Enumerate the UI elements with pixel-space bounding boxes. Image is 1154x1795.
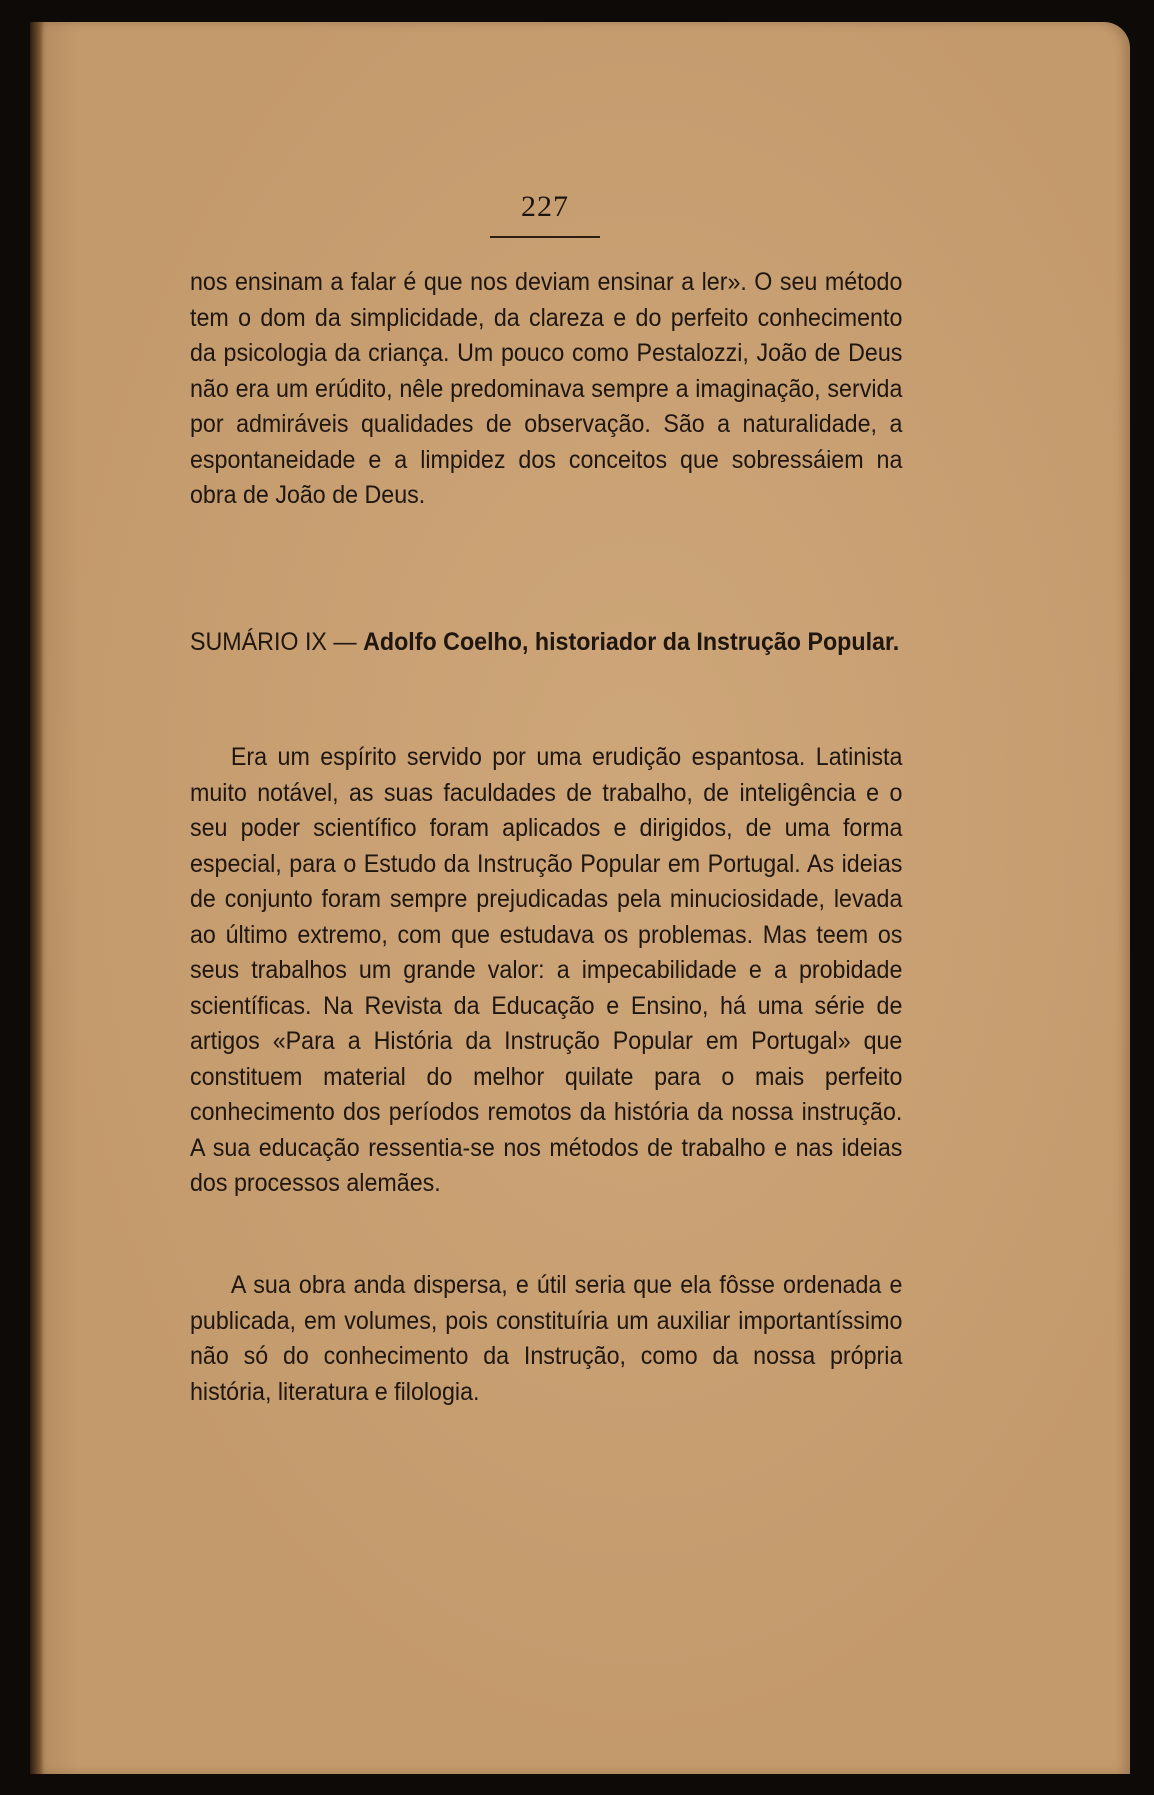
page-number-rule — [490, 236, 600, 238]
page-number: 227 — [521, 190, 569, 223]
paragraph-2-text: Era um espírito servido por uma erudição espantosa. Latinista muito notável, as suas faculdades de trabalho, de inteligência e o seu poder scientífico foram aplicados e dirigidos, de uma forma especial, para o Estudo da Instrução Popular em Portugal. As ideias de conjunto foram sempre prejudicadas pela minuciosidade, levada ao último extremo, com que estudava os problemas. Mas teem os seus trabalhos um grande valor: a impecabilidade e a probidade scientíficas. Na Revista da Educação e Ensino, há uma série de artigos «Para a História da Instrução Popular em Portugal» que constituem material do melhor quilate para o mais perfeito conhecimento dos períodos remotos da história da nossa instrução. A sua educação ressentia-se nos métodos de trabalho e nas ideias dos processos alemães. — [190, 743, 903, 1197]
paragraph-3 — [190, 1268, 902, 1410]
summary-label: SUMÁRIO IX — — [190, 628, 364, 656]
summary-heading — [190, 625, 984, 661]
binding-edge — [30, 22, 44, 1774]
paragraph-1 — [190, 265, 902, 514]
paragraph-1-text: nos ensinam a falar é que nos deviam ensinar a ler». O seu método tem o dom da simplicidade, da clareza e do perfeito conhecimento da psicologia da criança. Um pouco como Pestalozzi, João de Deus não era um erúdito, nêle predominava sempre a imaginação, servida por admiráveis qualidades de observação. São a naturalidade, a espontaneidade e a limpidez dos conceitos que sobressáiem na obra de João de Deus. — [190, 268, 903, 509]
paragraph-3-text: A sua obra anda dispersa, e útil seria que ela fôsse ordenada e publicada, em volumes, pois constituíria um auxiliar importantíssimo não só do conhecimento da Instrução, como da nossa própria história, literatura e filologia. — [190, 1271, 903, 1406]
paragraph-2 — [190, 740, 902, 1202]
summary-title: Adolfo Coelho, historiador da Instrução Popular. — [363, 628, 900, 656]
